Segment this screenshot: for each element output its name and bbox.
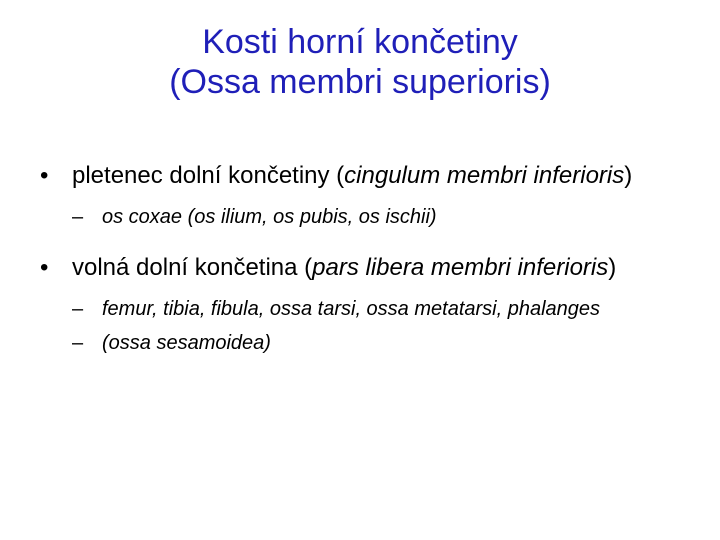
sub-bullet-text: femur, tibia, fibula, ossa tarsi, ossa metatarsi, phalanges bbox=[102, 298, 601, 320]
bullet-marker: • bbox=[40, 162, 49, 189]
sub-bullet-item bbox=[40, 204, 680, 230]
sub-bullet-text: os coxae (os ilium, os pubis, os ischii) bbox=[102, 206, 437, 228]
bullet-text: pletenec dolní končetiny ( bbox=[72, 162, 345, 189]
sub-bullet-marker: – bbox=[72, 298, 84, 320]
slide-body bbox=[40, 160, 680, 368]
sub-bullet-text: (ossa sesamoidea) bbox=[102, 332, 271, 354]
bullet-text: volná dolní končetina ( bbox=[72, 254, 313, 281]
spacer bbox=[40, 242, 680, 252]
bullet-item bbox=[40, 160, 680, 192]
title-line-1: Kosti horní končetiny bbox=[202, 23, 518, 61]
bullet-text-end: ) bbox=[624, 162, 633, 189]
bullet-latin-term: cingulum membri inferioris bbox=[344, 162, 625, 189]
bullet-item bbox=[40, 252, 680, 284]
slide-title bbox=[40, 22, 680, 102]
sub-bullet-marker: – bbox=[72, 206, 84, 228]
sub-bullet-item bbox=[40, 330, 680, 356]
sub-bullet-marker: – bbox=[72, 332, 84, 354]
sub-bullet-item bbox=[40, 296, 680, 322]
bullet-latin-term: pars libera membri inferioris bbox=[312, 254, 609, 281]
bullet-marker: • bbox=[40, 254, 49, 281]
bullet-text-end: ) bbox=[608, 254, 617, 281]
title-line-2: (Ossa membri superioris) bbox=[169, 63, 551, 101]
